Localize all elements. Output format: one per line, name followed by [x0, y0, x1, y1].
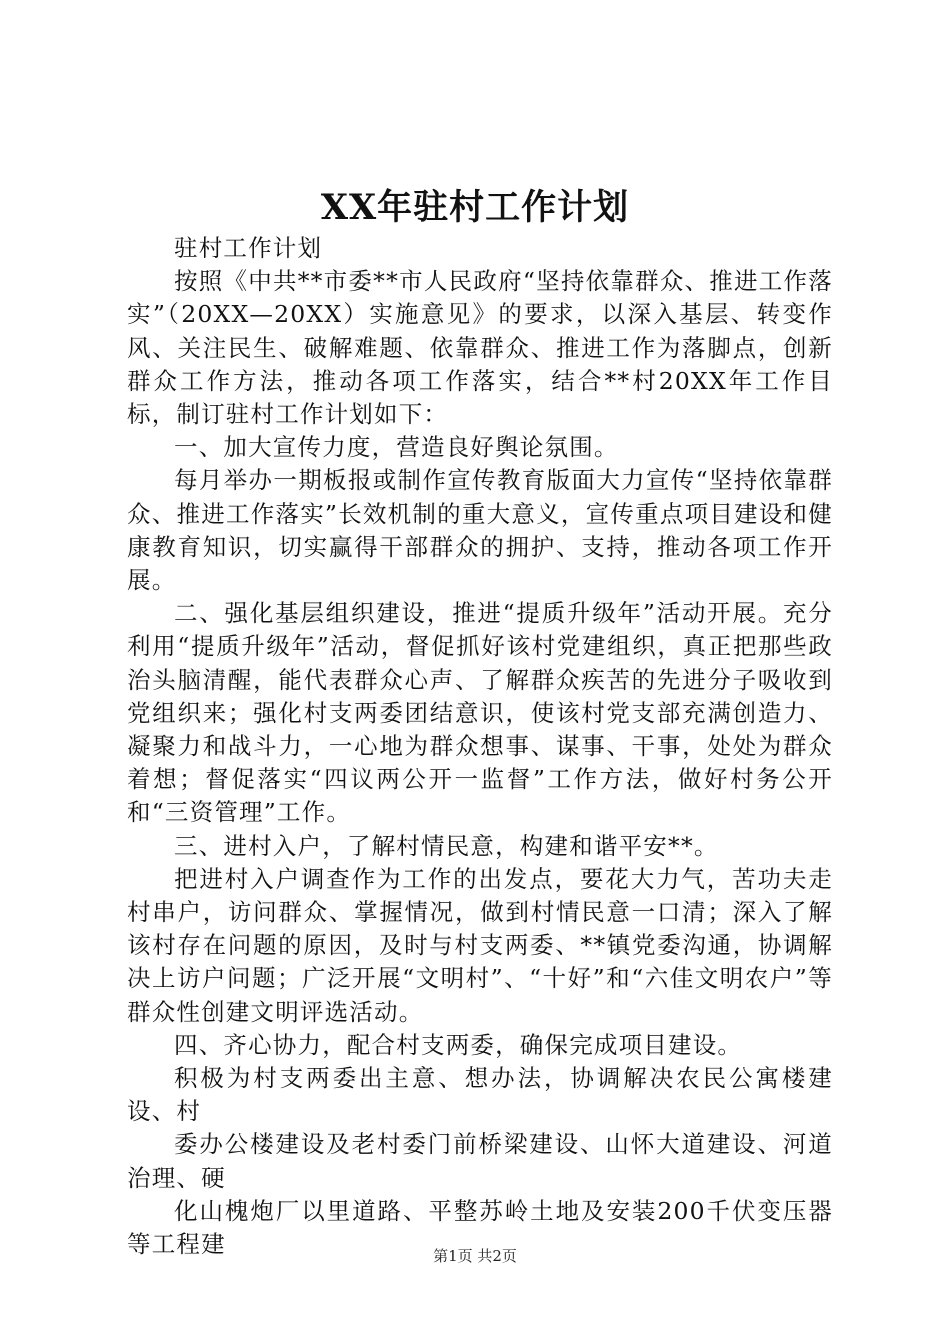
section-1-2: 二、强化基层组织建设，推进“提质升级年”活动开展。充分利用“提质升级年”活动，督促抓好该村党建组织，真正把那些政治头脑清醒，能代表群众心声、了解群众疾苦的先进分子吸收到党组织来；强化村支两委团结意识，使该村党支部充满创造力、凝聚力和战斗力，一心地为群众想事、谋事、干事，处处为群众着想；督促落实“四议两公开一监督”工作方法，做好村务公开和“三资管理”工作。 [127, 599, 833, 827]
section-heading-4: 四、齐心协力，配合村支两委，确保完成项目建设。 [174, 1030, 743, 1059]
section-body-4-part2: 委办公楼建设及老村委门前桥梁建设、山怀大道建设、河道治理、硬 [127, 1130, 833, 1192]
section-body-1: 每月举办一期板报或制作宣传教育版面大力宣传“坚持依靠群众、推进工作落实”长效机制的重大意义，宣传重点项目建设和健康教育知识，切实赢得干部群众的拥护、支持，推动各项工作开展。 [127, 466, 833, 595]
document-title: XX年驻村工作计划 [320, 187, 630, 228]
paragraph-intro: 按照《中共**市委**市人民政府“坚持依靠群众、推进工作落实”（20XX—20XX）实施意见》的要求，以深入基层、转变作风、关注民生、破解难题、依靠群众、推进工作为落脚点，创新群众工作方法，推动各项工作落实，结合**村20XX年工作目标，制订驻村工作计划如下： [127, 267, 833, 429]
section-heading-3: 三、进村入户，了解村情民意，构建和谐平安**。 [174, 831, 719, 860]
paragraph-heading: 驻村工作计划 [174, 234, 323, 262]
section-body-3: 把进村入户调查作为工作的出发点，要花大力气，苦功夫走村串户，访问群众、掌握情况，做到村情民意一口清；深入了解该村存在问题的原因，及时与村支两委、**镇党委沟通，协调解决上访户问题；广泛开展“文明村”、“十好”和“六佳文明农户”等群众性创建文明评选活动。 [127, 864, 833, 1026]
section-heading-1: 一、加大宣传力度，营造良好舆论氛围。 [174, 433, 619, 462]
section-body-4-part1: 积极为村支两委出主意、想办法，协调解决农民公寓楼建设、村 [127, 1064, 833, 1126]
document-body [127, 232, 833, 1261]
page-footer: 第1页 共2页 [433, 1247, 517, 1265]
section-body-4-part3: 化山槐炮厂以里道路、平整苏岭土地及安装200千伏变压器等工程建 [127, 1196, 833, 1259]
